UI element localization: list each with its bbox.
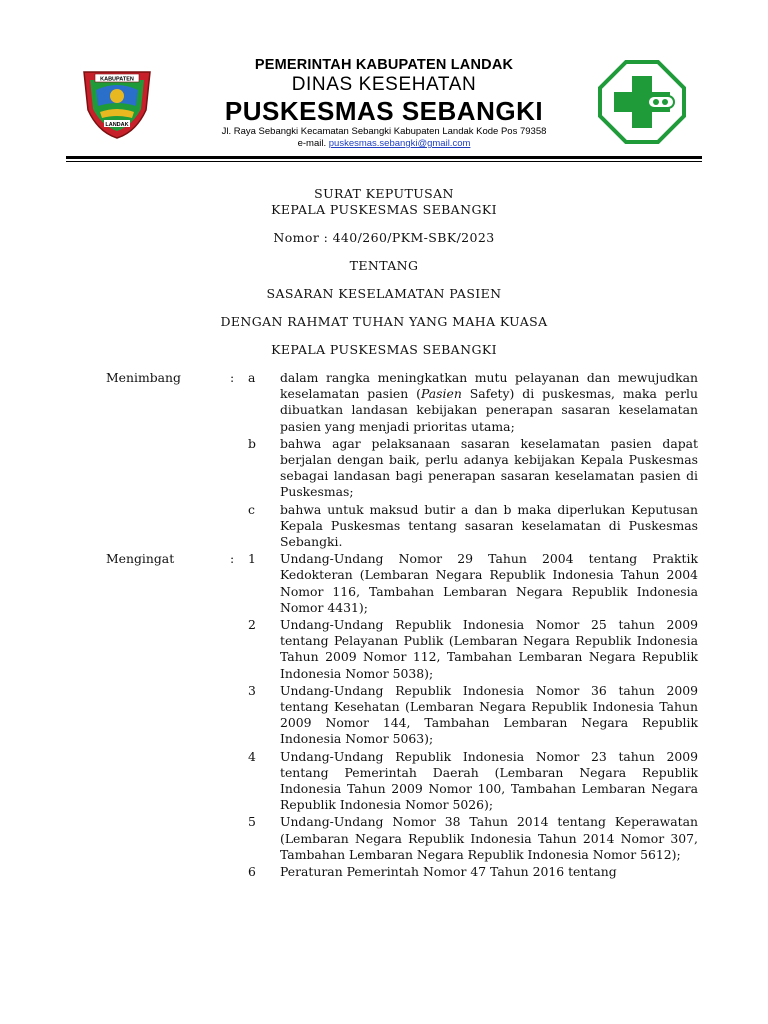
item-marker: 6 — [248, 864, 256, 880]
item-marker: 3 — [248, 682, 256, 698]
menimbang-item-c — [106, 502, 698, 551]
item-text: Undang-Undang Nomor 29 Tahun 2004 tentang Praktik Kedokteran (Lembaran Negara Republik Indonesia Tahun 2004 Nomor 116, Tambahan Lembaran Negara Republik Indonesia Nomor 4431); — [280, 551, 698, 615]
menimbang-label: Menimbang — [106, 370, 181, 385]
menimbang-colon: : — [230, 370, 235, 385]
item-text: Undang-Undang Republik Indonesia Nomor 25 tahun 2009 tentang Pelayanan Publik (Lembaran Negara Republik Indonesia Tahun 2009 Nomor 112, Tambahan Lembaran Negara Republik Indonesia Nomor 5038); — [280, 617, 698, 681]
decree-title-block — [0, 186, 768, 358]
mengingat-label: Mengingat — [106, 551, 175, 567]
mengingat-item-4 — [106, 749, 698, 814]
letterhead — [0, 50, 768, 160]
menimbang-item-b — [106, 436, 698, 501]
decree-subject: SASARAN KESELAMATAN PASIEN — [266, 286, 502, 301]
agency-name: DINAS KESEHATAN — [291, 74, 477, 95]
email-link[interactable]: puskesmas.sebangki@gmail.com — [328, 138, 471, 149]
letterhead-rule-thin — [66, 161, 702, 162]
rahmat-line: DENGAN RAHMAT TUHAN YANG MAHA KUASA — [220, 314, 548, 329]
kabupaten-landak-crest-icon — [76, 66, 158, 140]
menimbang-item-a — [106, 370, 698, 435]
item-text: dalam rangka meningkatkan mutu pelayanan dan mewujudkan keselamatan pasien (Pasien Safety) di puskesmas, maka perlu dibuatkan landasan kebijakan penerapan sasaran keselamatan pasien yang menjadi prioritas utama; — [280, 370, 698, 434]
decree-number: Nomor : 440/260/PKM-SBK/2023 — [273, 230, 495, 245]
item-marker: 2 — [248, 617, 256, 633]
item-marker: c — [248, 501, 255, 517]
mengingat-item-5 — [106, 814, 698, 863]
institution-name: PUSKESMAS SEBANGKI — [224, 96, 544, 126]
item-text: bahwa untuk maksud butir a dan b maka diperlukan Keputusan Kepala Puskesmas tentang sasaran keselamatan di Puskesmas Sebangki. — [280, 501, 698, 550]
decree-type: SURAT KEPUTUSAN — [314, 186, 454, 201]
address-line: Jl. Raya Sebangki Kecamatan Sebangki Kabupaten Landak Kode Pos 79358 — [221, 126, 547, 137]
decree-issuer: KEPALA PUSKESMAS SEBANGKI — [271, 202, 497, 217]
item-marker: 5 — [248, 814, 256, 830]
item-marker: a — [248, 370, 256, 385]
mengingat-colon: : — [230, 551, 235, 567]
puskesmas-cross-icon — [598, 60, 686, 144]
mengingat-item-1 — [106, 551, 698, 616]
svg-text:KABUPATEN: KABUPATEN — [100, 76, 134, 83]
decree-body — [106, 370, 698, 881]
item-text: Undang-Undang Republik Indonesia Nomor 36 tahun 2009 tentang Kesehatan (Lembaran Negara Republik Indonesia Tahun 2009 Nomor 144, Tambahan Lembaran Negara Republik Indonesia Nomor 5063); — [280, 682, 698, 747]
item-marker: b — [248, 435, 256, 451]
email-prefix: e-mail. — [297, 138, 329, 149]
item-text: Undang-Undang Nomor 38 Tahun 2014 tentang Keperawatan (Lembaran Negara Republik Indonesia Tahun 2014 Nomor 307, Tambahan Lembaran Negara Republik Indonesia Nomor 5612); — [280, 814, 698, 862]
item-text: Undang-Undang Republik Indonesia Nomor 23 tahun 2009 tentang Pemerintah Daerah (Lembaran Negara Republik Indonesia Tahun 2009 Nomor 100, Tambahan Lembaran Negara Republik Indonesia Nomor 5026); — [280, 748, 698, 813]
kepala-line: KEPALA PUSKESMAS SEBANGKI — [271, 342, 497, 357]
item-text: Peraturan Pemerintah Nomor 47 Tahun 2016 tentang — [280, 864, 617, 880]
svg-text:LANDAK: LANDAK — [105, 121, 129, 128]
item-text: bahwa agar pelaksanaan sasaran keselamatan pasien dapat berjalan dengan baik, perlu adanya kebijakan Kepala Puskesmas sebagai landasan bagi penerapan sasaran keselamatan pasien di Puskesmas; — [280, 435, 698, 500]
mengingat-item-3 — [106, 683, 698, 748]
item-marker: 1 — [248, 551, 256, 567]
letterhead-text — [176, 56, 592, 150]
item-marker: 4 — [248, 748, 256, 764]
mengingat-item-6 — [106, 864, 698, 880]
government-name: PEMERINTAH KABUPATEN LANDAK — [254, 57, 514, 73]
email-line — [176, 138, 592, 150]
tentang-heading: TENTANG — [349, 258, 419, 273]
letterhead-rule-thick — [66, 156, 702, 159]
mengingat-item-2 — [106, 617, 698, 682]
